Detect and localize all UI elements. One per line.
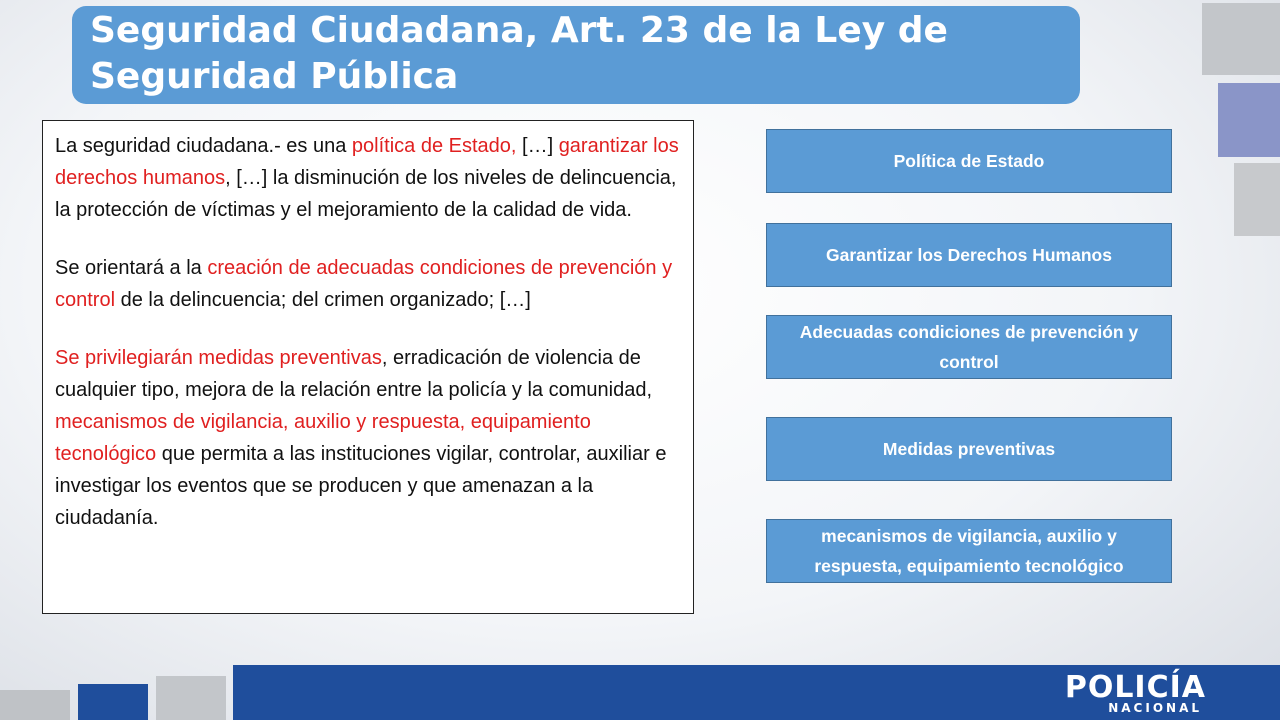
body-text: La seguridad ciudadana.- es una	[55, 135, 352, 157]
key-box-vigilancia: mecanismos de vigilancia, auxilio y respuesta, equipamiento tecnológico	[766, 519, 1172, 583]
deco-square-right-gray	[1234, 163, 1280, 236]
highlighted-text: Se privilegiarán medidas preventivas	[55, 347, 382, 369]
body-text: , erradicación de violencia de cualquier tipo, mejora de la relación entre la policía y la comunidad,	[55, 347, 653, 401]
key-box-prevencion-control: Adecuadas condiciones de prevención y control	[766, 315, 1172, 379]
deco-square-bottom-light	[156, 676, 226, 720]
key-box-derechos-humanos: Garantizar los Derechos Humanos	[766, 223, 1172, 287]
key-box-politica-estado: Política de Estado	[766, 129, 1172, 193]
body-text: que permita a las instituciones vigilar, controlar, auxiliar e investigar los eventos que se producen y que amenazan a la ciudadanía.	[55, 443, 667, 529]
deco-square-bottom-blue	[78, 684, 148, 720]
highlighted-text: mecanismos de vigilancia, auxilio y respuesta, equipamiento tecnológico	[55, 411, 591, 465]
policia-logo: POLICÍA	[1064, 670, 1206, 705]
body-text: Se orientará a la	[55, 257, 208, 279]
title-line-1: Seguridad Ciudadana, Art. 23 de la Ley de	[90, 10, 948, 51]
paragraph-1	[55, 130, 681, 226]
highlighted-text: garantizar los derechos humanos	[55, 135, 679, 189]
article-text-box	[42, 120, 694, 614]
highlighted-text: política de Estado,	[351, 135, 517, 157]
key-box-medidas-preventivas: Medidas preventivas	[766, 417, 1172, 481]
body-text: de la delincuencia; del crimen organizado; […]	[115, 289, 531, 311]
highlighted-text: creación de adecuadas condiciones de prevención y control	[55, 257, 673, 311]
slide-title	[72, 6, 1080, 104]
body-text: […]	[516, 135, 559, 157]
deco-square-bottom-left-gray	[0, 690, 70, 720]
paragraph-2	[55, 252, 681, 316]
deco-square-top-right	[1202, 3, 1280, 75]
deco-square-right-blue	[1218, 83, 1280, 157]
title-line-2: Seguridad Pública	[90, 56, 459, 97]
policia-logo-sub: NACIONAL	[1108, 701, 1202, 715]
paragraph-3	[55, 342, 681, 534]
body-text: , […] la disminución de los niveles de delincuencia, la protección de víctimas y el mejoramiento de la calidad de vida.	[55, 167, 677, 221]
